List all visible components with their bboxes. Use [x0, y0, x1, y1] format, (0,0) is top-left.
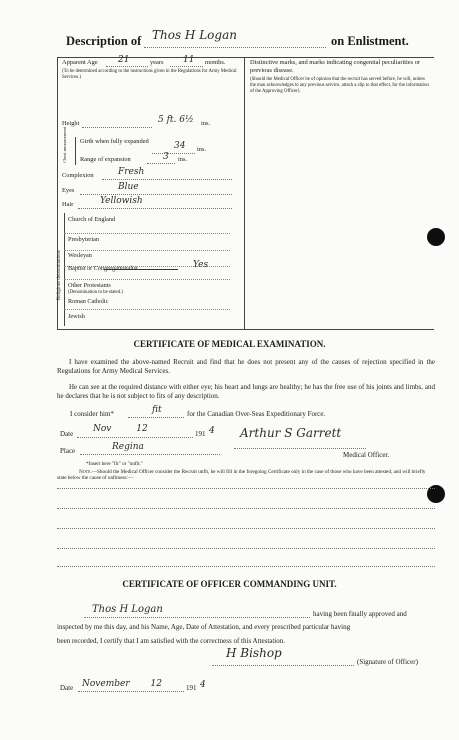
religion-label: Religious denominations	[57, 250, 62, 300]
medical-date-label: Date	[60, 430, 74, 438]
commanding-line2: inspected by me this day, and his Name, Age, Date of Attestation, and every prescribed particular having	[57, 623, 351, 631]
medical-heading: CERTIFICATE OF MEDICAL EXAMINATION.	[133, 339, 326, 349]
signature-of-officer-label: (Signature of Officer)	[357, 658, 418, 666]
title-prefix: Description of	[66, 34, 142, 48]
commanding-line1-suffix: having been finally approved and	[313, 610, 407, 618]
commanding-date-label: Date	[60, 684, 74, 692]
title-suffix: on Enlistment.	[331, 34, 409, 48]
age-months: 11	[183, 55, 195, 65]
years-label: years	[150, 59, 164, 66]
religion-wesleyan: Wesleyan	[68, 252, 92, 259]
girth-value: 34	[174, 141, 186, 151]
age-years: 21	[118, 55, 130, 65]
girth-label: Girth when fully expanded	[80, 138, 149, 145]
religion-presbyterian: Presbyterian	[68, 236, 99, 243]
medical-para1: I have examined the above-named Recruit and find that he does not present any of the causes of rejection specified in the Regulations for Army Medical Services.	[57, 358, 435, 375]
religion-baptist: Baptist or Congregationalist	[68, 265, 138, 272]
commanding-line3: been recorded, I certify that I am satisfied with the correctness of this Attestation.	[57, 637, 286, 645]
distinctive-marks-note: (Should the Medical Officer be of opinion that the recruit has served before, he will, unless the man acknowledges to any previous service, attach a slip to that effect, for the information of the Approving Officer).	[250, 77, 429, 94]
medical-place-label: Place	[60, 447, 76, 455]
religion-jewish: Jewish	[68, 313, 85, 320]
hair-value: Yellowish	[100, 196, 143, 206]
unfit-note-label: Note.	[79, 469, 92, 475]
religion-roman-catholic: Roman Catholic	[68, 298, 109, 305]
consider-suffix: for the Canadian Over-Seas Expeditionary Force.	[187, 410, 326, 418]
commanding-name-value: Thos H Logan	[92, 604, 163, 615]
medical-officer-label: Medical Officer.	[343, 451, 390, 459]
consider-value: fit	[152, 405, 162, 415]
height-label: Height	[62, 120, 80, 127]
chest-label: Chest measurement	[62, 126, 67, 163]
eyes-value: Blue	[118, 182, 139, 192]
medical-year-digit: 4	[209, 426, 215, 436]
fit-unfit-footnote: *Insert here "fit" or "unfit."	[86, 461, 144, 467]
range-value: 3	[163, 152, 169, 162]
commanding-heading: CERTIFICATE OF OFFICER COMMANDING UNIT.	[122, 579, 337, 589]
commanding-date-value: November 12	[82, 679, 162, 689]
medical-year-prefix: 191	[195, 430, 206, 438]
complexion-label: Complexion	[62, 172, 94, 179]
eyes-label: Eyes	[62, 187, 75, 194]
religion-other-protestants: Other Protestants	[68, 282, 111, 289]
girth-unit: ins.	[197, 146, 207, 153]
consider-label: I consider him*	[70, 410, 114, 418]
hair-label: Hair	[62, 201, 74, 208]
commanding-year-digit: 4	[200, 680, 206, 690]
height-unit: ins.	[201, 120, 211, 127]
range-label: Range of expansion	[80, 156, 131, 163]
column-divider	[244, 57, 245, 329]
height-value: 5 ft. 6½	[158, 115, 194, 125]
religion-church-of-england: Church of England	[68, 216, 116, 223]
medical-date-value: Nov 12	[93, 424, 148, 434]
age-note: (To be determined according to the instructions given in the Regulations for Army Medical Services.)	[62, 69, 237, 80]
commanding-year-prefix: 191	[186, 684, 197, 692]
months-label: months.	[205, 59, 226, 66]
medical-para2: He can see at the required distance with either eye; his heart and lungs are healthy; he has the free use of his joints and limbs, and he declares that he is not subject to fits of any description.	[57, 383, 435, 400]
unfit-note	[57, 469, 435, 481]
age-label: Apparent Age	[62, 59, 98, 66]
punch-hole-top	[427, 228, 445, 246]
distinctive-marks-heading: Distinctive marks, and marks indicating congenital peculiarities or previous disease.	[250, 59, 421, 74]
medical-officer-signature: Arthur S Garrett	[240, 426, 342, 440]
recruit-name: Thos H Logan	[152, 28, 237, 42]
form-title	[66, 28, 436, 52]
medical-place-value: Regina	[112, 442, 144, 452]
commanding-officer-signature: H Bishop	[226, 646, 282, 660]
protestant-note: (Denomination to be stated.)	[68, 290, 123, 295]
unfit-note-text: —Should the Medical Officer consider the Recruit unfit, he will fill in the foregoing Certificate only in the case of those who have been attested, and will briefly state below the cause of unfitness:—	[57, 469, 426, 481]
complexion-value: Fresh	[118, 167, 145, 177]
range-unit: ins.	[178, 156, 188, 163]
religion-mark: Yes	[193, 260, 209, 270]
